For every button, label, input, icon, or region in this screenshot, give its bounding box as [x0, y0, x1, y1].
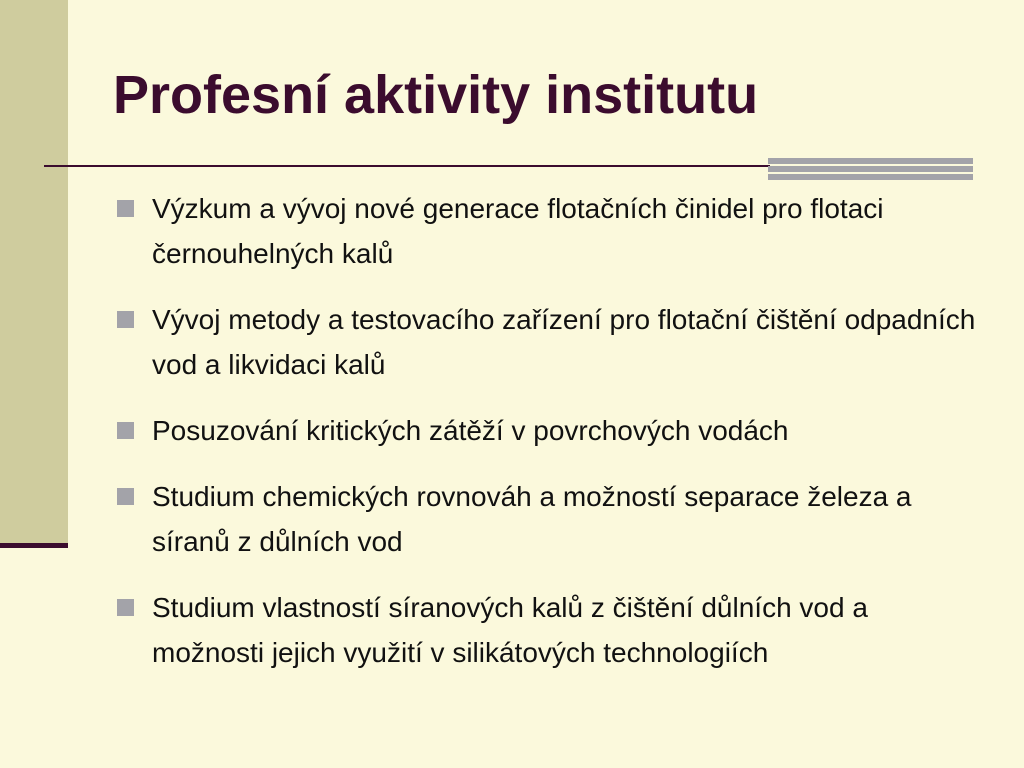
- square-bullet-icon: [117, 311, 134, 328]
- square-bullet-icon: [117, 488, 134, 505]
- bullet-item: [115, 408, 985, 453]
- left-side-band: [0, 0, 68, 545]
- bullet-item: [115, 186, 985, 276]
- slide-title: Profesní aktivity institutu: [113, 65, 759, 125]
- square-bullet-icon: [117, 200, 134, 217]
- bullet-item: [115, 585, 985, 675]
- grey-bar: [768, 158, 973, 164]
- grey-bar: [768, 174, 973, 180]
- bullet-text: Studium chemických rovnováh a možností separace železa a síranů z důlních vod: [152, 481, 912, 557]
- grey-bar: [768, 166, 973, 172]
- bullet-item: [115, 297, 985, 387]
- bullet-text: Výzkum a vývoj nové generace flotačních činidel pro flotaci černouhelných kalů: [152, 193, 884, 269]
- bullet-list: [115, 186, 985, 696]
- square-bullet-icon: [117, 599, 134, 616]
- title-divider: [44, 165, 770, 167]
- bullet-text: Vývoj metody a testovacího zařízení pro flotační čištění odpadních vod a likvidaci kalů: [152, 304, 976, 380]
- decorative-grey-bars: [768, 158, 973, 180]
- bullet-text: Posuzování kritických zátěží v povrchových vodách: [152, 415, 789, 446]
- left-side-rule: [0, 543, 68, 548]
- square-bullet-icon: [117, 422, 134, 439]
- bullet-item: [115, 474, 985, 564]
- bullet-text: Studium vlastností síranových kalů z čištění důlních vod a možnosti jejich využití v silikátových technologiích: [152, 592, 868, 668]
